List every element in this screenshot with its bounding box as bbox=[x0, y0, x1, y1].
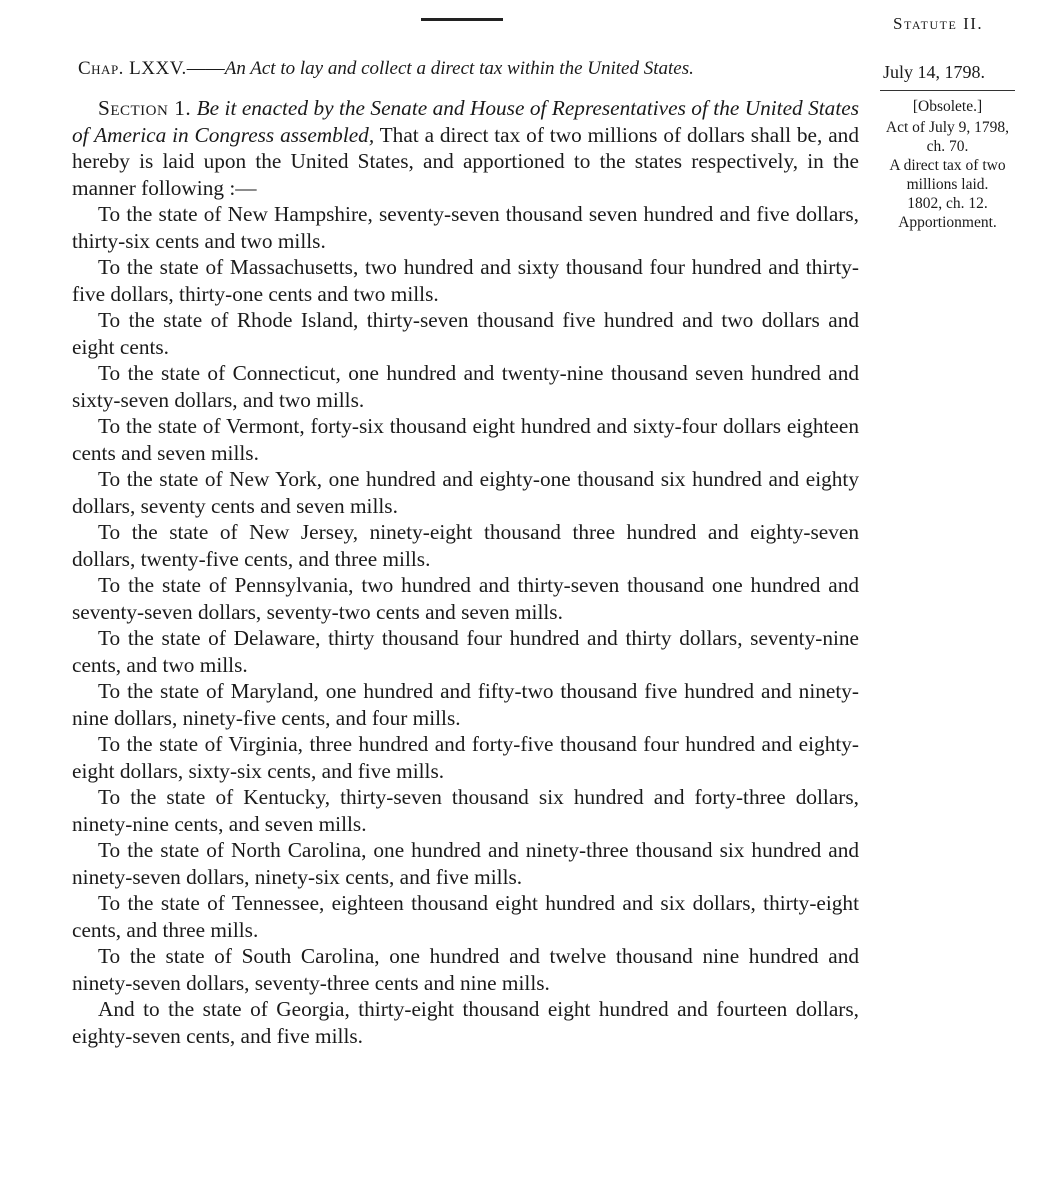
apportionment-connecticut: To the state of Connecticut, one hundred and twenty-nine thousand seven hundred and sixty-seven dollars, and two mills. bbox=[72, 361, 859, 412]
apportionment-pennsylvania: To the state of Pennsylvania, two hundred and thirty-seven thousand one hundred and seventy-seven dollars, seventy-two cents and seven mills. bbox=[72, 573, 859, 624]
apportionment-new-york: To the state of New York, one hundred and eighty-one thousand six hundred and eighty dollars, seventy cents and seven mills. bbox=[72, 467, 859, 518]
margin-notes bbox=[875, 97, 1020, 232]
apportionment-north-carolina: To the state of North Carolina, one hundred and ninety-three thousand six hundred and ninety-seven dollars, ninety-six cents, and five mills. bbox=[72, 838, 859, 889]
margin-note-act-reference: Act of July 9, 1798, ch. 70. bbox=[885, 119, 1010, 155]
apportionment-vermont: To the state of Vermont, forty-six thousand eight hundred and sixty-four dollars eighteen cents and seven mills. bbox=[72, 414, 859, 465]
statute-label: Statute II. bbox=[893, 14, 984, 33]
margin-note-1802-reference: 1802, ch. 12. bbox=[907, 195, 988, 212]
section-text: That a direct tax of two millions of dollars shall be, and hereby is laid upon the United States, and apportioned to the states respectively, in the manner following :— bbox=[72, 122, 859, 200]
section-paragraph bbox=[72, 95, 859, 201]
margin-note-apportionment: Apportionment. bbox=[898, 214, 997, 231]
apportionment-tennessee: To the state of Tennessee, eighteen thousand eight hundred and six dollars, thirty-eight cents, and three mills. bbox=[72, 891, 859, 942]
apportionment-massachusetts: To the state of Massachusetts, two hundred and sixty thousand four hundred and thirty-five dollars, thirty-one cents and two mills. bbox=[72, 255, 859, 306]
apportionment-new-jersey: To the state of New Jersey, ninety-eight thousand three hundred and eighty-seven dollars, twenty-five cents, and three mills. bbox=[72, 520, 859, 571]
apportionment-south-carolina: To the state of South Carolina, one hundred and twelve thousand nine hundred and ninety-seven dollars, seventy-three cents and nine mills. bbox=[72, 944, 859, 995]
act-body bbox=[72, 95, 859, 1049]
apportionment-delaware: To the state of Delaware, thirty thousand four hundred and thirty dollars, seventy-nine cents, and two mills. bbox=[72, 626, 859, 677]
margin-rule bbox=[880, 90, 1015, 91]
apportionment-new-hampshire: To the state of New Hampshire, seventy-seven thousand seven hundred and five dollars, thirty-six cents and two mills. bbox=[72, 202, 859, 253]
chapter-number: Chap. LXXV. bbox=[78, 58, 187, 79]
enacting-clause: Be it enacted by the Senate and House of Representatives of the United States of America in Congress assembled, bbox=[72, 96, 859, 147]
top-rule bbox=[421, 18, 503, 21]
chapter-dash: —— bbox=[186, 58, 225, 79]
margin-note-direct-tax: A direct tax of two millions laid. bbox=[889, 157, 1006, 193]
section-label: Section 1. bbox=[98, 96, 192, 120]
chapter-heading bbox=[78, 58, 868, 80]
margin-date: July 14, 1798. bbox=[883, 62, 986, 82]
margin-note-obsolete: [Obsolete.] bbox=[912, 98, 983, 115]
apportionment-kentucky: To the state of Kentucky, thirty-seven thousand six hundred and forty-three dollars, ninety-nine cents, and seven mills. bbox=[72, 785, 859, 836]
apportionment-maryland: To the state of Maryland, one hundred and fifty-two thousand five hundred and ninety-nine dollars, ninety-five cents, and four mills. bbox=[72, 679, 859, 730]
chapter-title: An Act to lay and collect a direct tax within the United States. bbox=[224, 58, 694, 79]
apportionment-rhode-island: To the state of Rhode Island, thirty-seven thousand five hundred and two dollars and eight cents. bbox=[72, 308, 859, 359]
apportionment-georgia: And to the state of Georgia, thirty-eight thousand eight hundred and fourteen dollars, eighty-seven cents, and five mills. bbox=[72, 997, 859, 1048]
apportionment-virginia: To the state of Virginia, three hundred and forty-five thousand four hundred and eighty-eight dollars, sixty-six cents, and five mills. bbox=[72, 732, 859, 783]
